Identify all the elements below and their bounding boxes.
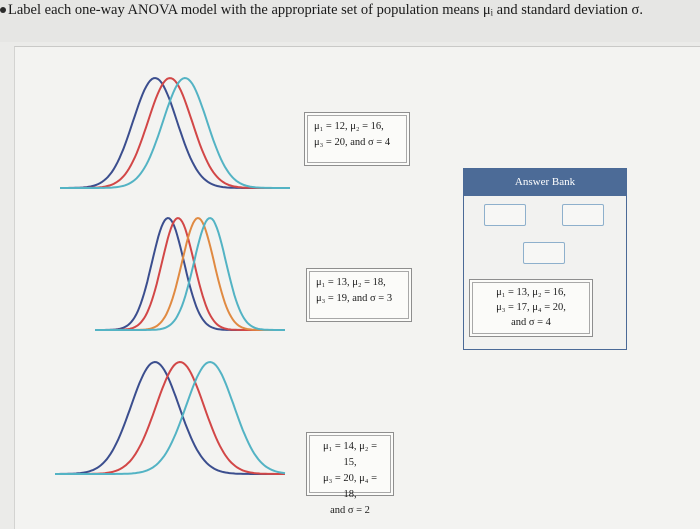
target-label-model-1[interactable]: [304, 112, 410, 166]
curve-plot1-blue: [60, 78, 290, 188]
curve-plot2-orange: [95, 218, 285, 330]
label-line: μ₃ = 20, and σ = 4: [314, 137, 391, 148]
target-label-model-3[interactable]: [306, 432, 394, 516]
label-line: μ₃ = 20, μ₄ = 18,: [322, 473, 378, 500]
curve-plot3-red: [55, 362, 285, 474]
answer-bank-title: Answer Bank: [464, 169, 626, 196]
label-line: and σ = 4: [511, 317, 551, 328]
empty-drop-slot[interactable]: [523, 242, 565, 264]
curve-plot2-teal: [95, 218, 285, 330]
label-line: μ₃ = 17, μ₄ = 20,: [496, 302, 566, 313]
curve-plot3-teal: [55, 362, 285, 474]
curve-plot2-blue: [95, 218, 285, 330]
empty-drop-slot[interactable]: [484, 204, 526, 226]
curve-plot2-red: [95, 218, 285, 330]
curve-plot3-blue: [55, 362, 285, 474]
target-label-model-2[interactable]: [306, 268, 412, 322]
question-prompt: Label each one-way ANOVA model with the appropriate set of population means μᵢ and standard deviation σ.: [8, 2, 643, 18]
answer-bank-label[interactable]: [469, 279, 593, 337]
label-line: μ₁ = 14, μ₂ = 15,: [322, 441, 378, 468]
label-line: μ₁ = 13, μ₂ = 18,: [316, 277, 386, 288]
label-line: μ₃ = 19, and σ = 3: [316, 293, 393, 304]
curve-plot1-red: [60, 78, 290, 188]
empty-drop-slot[interactable]: [562, 204, 604, 226]
label-line: μ₁ = 12, μ₂ = 16,: [314, 121, 384, 132]
answer-bank: [463, 168, 627, 350]
curve-plot1-teal: [60, 78, 290, 188]
label-line: and σ = 2: [330, 505, 370, 516]
label-line: μ₁ = 13, μ₂ = 16,: [496, 287, 566, 298]
